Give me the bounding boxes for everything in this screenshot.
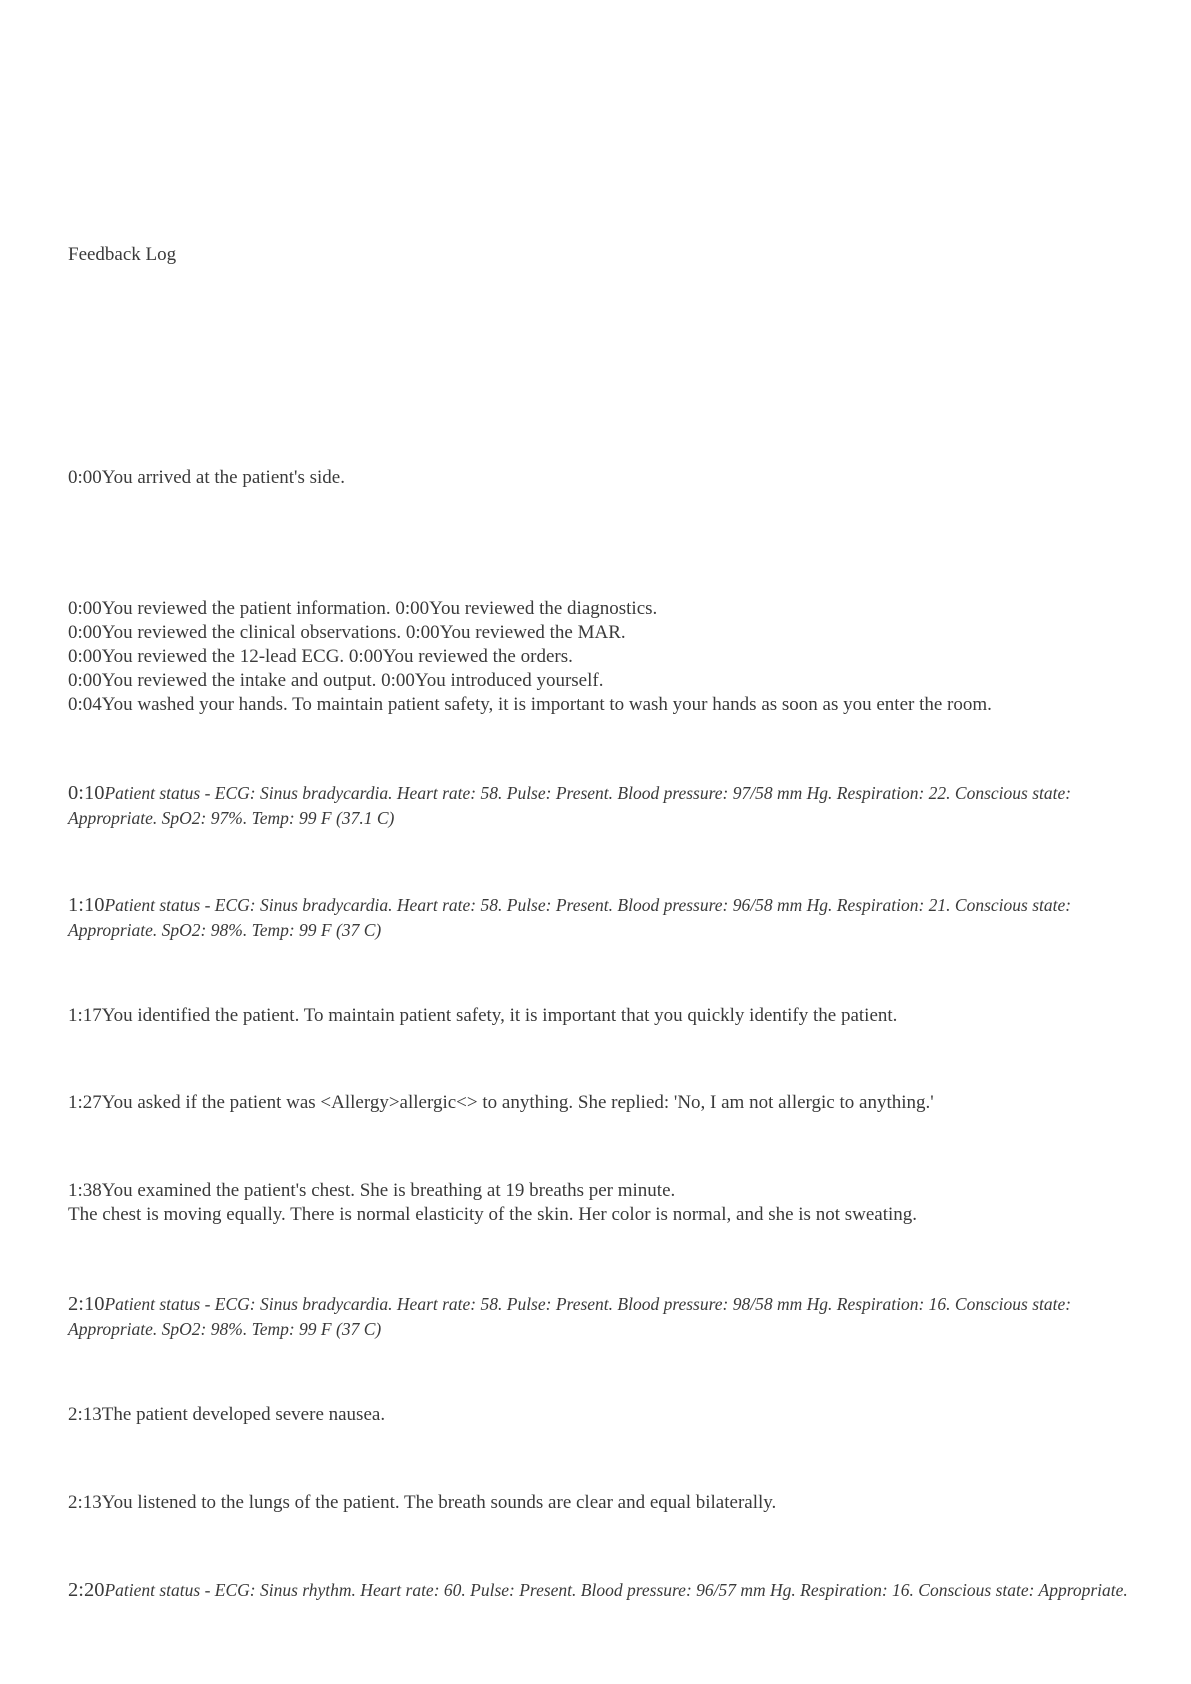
log-time: 0:00 [68, 467, 102, 488]
log-line [68, 597, 1128, 621]
log-entry [68, 466, 1128, 490]
log-message: You washed your hands. To maintain patient safety, it is important to wash your hands as soon as you enter the room. [101, 694, 992, 715]
log-line [68, 1004, 1128, 1028]
log-message: The patient developed severe nausea. [101, 1404, 386, 1425]
log-time: 0:00 [68, 598, 102, 619]
log-time: 0:00 [381, 670, 415, 691]
log-message: You reviewed the orders. [382, 646, 573, 667]
log-time: 0:00 [405, 622, 440, 643]
log-message: You reviewed the clinical observations. [101, 622, 406, 643]
log-line [68, 1491, 1128, 1515]
log-time: 1:17 [68, 1005, 102, 1026]
log-message: You reviewed the patient information. [101, 598, 396, 619]
log-time: 0:00 [348, 646, 383, 667]
log-time: 0:00 [395, 598, 430, 619]
log-line [68, 466, 1128, 490]
log-message: The chest is moving equally. There is normal elasticity of the skin. Her color is normal, and she is not sweating. [68, 1204, 918, 1225]
log-line [68, 693, 1128, 717]
log-time: 0:10 [68, 782, 105, 804]
log-time: 1:27 [68, 1092, 102, 1113]
log-line [68, 669, 1128, 693]
log-message: You asked if the patient was <Allergy>allergic<> to anything. She replied: 'No, I am not allergic to anything.' [101, 1092, 934, 1113]
log-line [68, 1091, 1128, 1115]
log-entry [68, 1179, 1128, 1227]
log-message: You reviewed the 12-lead ECG. [101, 646, 349, 667]
log-time: 2:13 [68, 1404, 102, 1425]
log-line [68, 645, 1128, 669]
log-time: 2:13 [68, 1492, 102, 1513]
log-entry [68, 1491, 1128, 1515]
patient-status-entry [68, 893, 1128, 943]
log-message: You examined the patient's chest. She is breathing at 19 breaths per minute. [101, 1180, 676, 1201]
log-line [68, 1179, 1128, 1203]
patient-status-message: Patient status - ECG: Sinus bradycardia. Heart rate: 58. Pulse: Present. Blood pressure: 96/58 mm Hg. Respiration: 21. Conscious state: Appropriate. SpO2: 98%. Temp: 99 F (37 C) [68, 895, 1072, 940]
log-message: You arrived at the patient's side. [101, 467, 345, 488]
log-time: 2:10 [68, 1293, 105, 1315]
log-message: You listened to the lungs of the patient. The breath sounds are clear and equal bilaterally. [101, 1492, 777, 1513]
log-time: 1:38 [68, 1180, 102, 1201]
log-message: You reviewed the diagnostics. [429, 598, 658, 619]
log-line [68, 1203, 1128, 1227]
log-message: You reviewed the MAR. [439, 622, 626, 643]
patient-status-message: Patient status - ECG: Sinus rhythm. Heart rate: 60. Pulse: Present. Blood pressure: 96/57 mm Hg. Respiration: 16. Conscious state: Appropriate. [104, 1580, 1128, 1600]
patient-status-entry [68, 1578, 1128, 1603]
log-time: 0:00 [68, 670, 102, 691]
log-time: 0:04 [68, 694, 102, 715]
patient-status-entry [68, 781, 1128, 831]
log-line [68, 1403, 1128, 1427]
patient-status-message: Patient status - ECG: Sinus bradycardia. Heart rate: 58. Pulse: Present. Blood pressure: 97/58 mm Hg. Respiration: 22. Conscious state: Appropriate. SpO2: 97%. Temp: 99 F (37.1 C) [68, 783, 1072, 828]
page-title: Feedback Log [68, 244, 177, 265]
log-entry [68, 1403, 1128, 1427]
log-entry [68, 597, 1128, 717]
log-message: You reviewed the intake and output. [101, 670, 382, 691]
log-message: You introduced yourself. [414, 670, 604, 691]
log-time: 2:20 [68, 1579, 105, 1601]
log-time: 0:00 [68, 646, 102, 667]
log-entry [68, 1091, 1128, 1115]
log-time: 0:00 [68, 622, 102, 643]
patient-status-entry [68, 1292, 1128, 1342]
log-time: 1:10 [68, 894, 105, 916]
log-message: You identified the patient. To maintain patient safety, it is important that you quickly identify the patient. [101, 1005, 898, 1026]
log-line [68, 621, 1128, 645]
patient-status-message: Patient status - ECG: Sinus bradycardia. Heart rate: 58. Pulse: Present. Blood pressure: 98/58 mm Hg. Respiration: 16. Conscious state: Appropriate. SpO2: 98%. Temp: 99 F (37 C) [68, 1294, 1072, 1339]
log-entry [68, 1004, 1128, 1028]
